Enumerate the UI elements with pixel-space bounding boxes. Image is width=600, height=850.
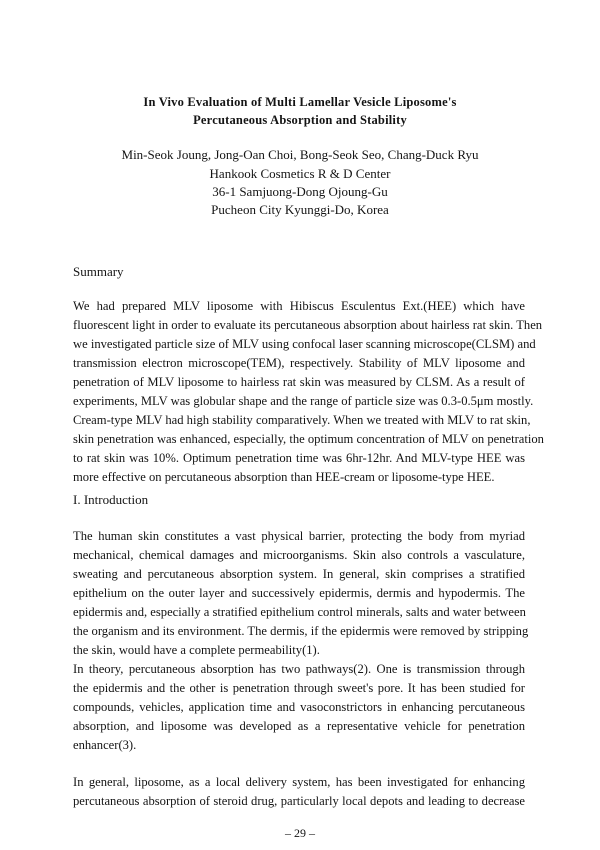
author-list: Min-Seok Joung, Jong-Oan Choi, Bong-Seok Seo, Chang-Duck Ryu	[121, 147, 479, 162]
summary-line: more effective on percutaneous absorption than HEE-cream or liposome-type HEE.	[73, 470, 495, 484]
affiliation-line: Pucheon City Kyunggi-Do, Korea	[211, 202, 389, 217]
body-line: mechanical, chemical damages and microorganisms. Skin also controls a vasculature,	[73, 548, 525, 562]
body-line: In general, liposome, as a local delivery system, has been investigated for enhancing	[73, 775, 525, 789]
summary-line: to rat skin was 10%. Optimum penetration time was 6hr-12hr. And MLV-type HEE was	[73, 451, 525, 465]
body-line: the epidermis and the other is penetration through sweet's pore. It has been studied for	[73, 681, 525, 695]
page-number: – 29 –	[285, 826, 315, 840]
body-line: sweating and percutaneous absorption system. In general, skin comprises a stratified	[73, 567, 525, 581]
introduction-heading: I. Introduction	[73, 492, 149, 507]
summary-line: penetration of MLV liposome to hairless rat skin was measured by CLSM. As a result of	[73, 375, 525, 389]
summary-line: fluorescent light in order to evaluate its percutaneous absorption about hairless rat skin. Then	[73, 318, 543, 332]
summary-line: Cream-type MLV had high stability comparatively. When we treated with MLV to rat skin,	[73, 413, 531, 427]
body-line: the skin, would have a complete permeability(1).	[73, 643, 320, 657]
summary-heading: Summary	[73, 264, 124, 279]
body-line: epithelium on the outer layer and successively epidermis, dermis and hypodermis. The	[73, 586, 525, 600]
body-line: the organism and its environment. The dermis, if the epidermis were removed by stripping	[73, 624, 529, 638]
body-line: In theory, percutaneous absorption has two pathways(2). One is transmission through	[73, 662, 525, 676]
body-line: percutaneous absorption of steroid drug, particularly local depots and leading to decrease	[73, 794, 525, 808]
summary-line: We had prepared MLV liposome with Hibiscus Esculentus Ext.(HEE) which have	[73, 299, 525, 313]
summary-line: experiments, MLV was globular shape and the range of particle size was 0.3-0.5μm mostly.	[73, 394, 534, 408]
body-line: epidermis and, especially a stratified epithelium control minerals, salts and water between	[73, 605, 526, 619]
body-line: compounds, vehicles, application time and vasoconstrictors in enhancing percutaneous	[73, 700, 525, 714]
body-line: The human skin constitutes a vast physical barrier, protecting the body from myriad	[73, 529, 525, 543]
body-line: absorption, and liposome was developed as a representative vehicle for penetration	[73, 719, 525, 733]
affiliation-line: 36-1 Samjuong-Dong Ojoung-Gu	[212, 184, 388, 199]
summary-line: we investigated particle size of MLV using confocal laser scanning microscope(CLSM) and	[73, 337, 536, 351]
summary-line: skin penetration was enhanced, especially, the optimum concentration of MLV on penetration	[73, 432, 544, 446]
summary-line: transmission electron microscope(TEM), respectively. Stability of MLV liposome and	[73, 356, 525, 370]
paper-title-line-2: Percutaneous Absorption and Stability	[193, 113, 407, 127]
paper-title-line-1: In Vivo Evaluation of Multi Lamellar Vesicle Liposome's	[143, 95, 457, 109]
affiliation-line: Hankook Cosmetics R & D Center	[209, 166, 391, 181]
body-line: enhancer(3).	[73, 738, 137, 752]
